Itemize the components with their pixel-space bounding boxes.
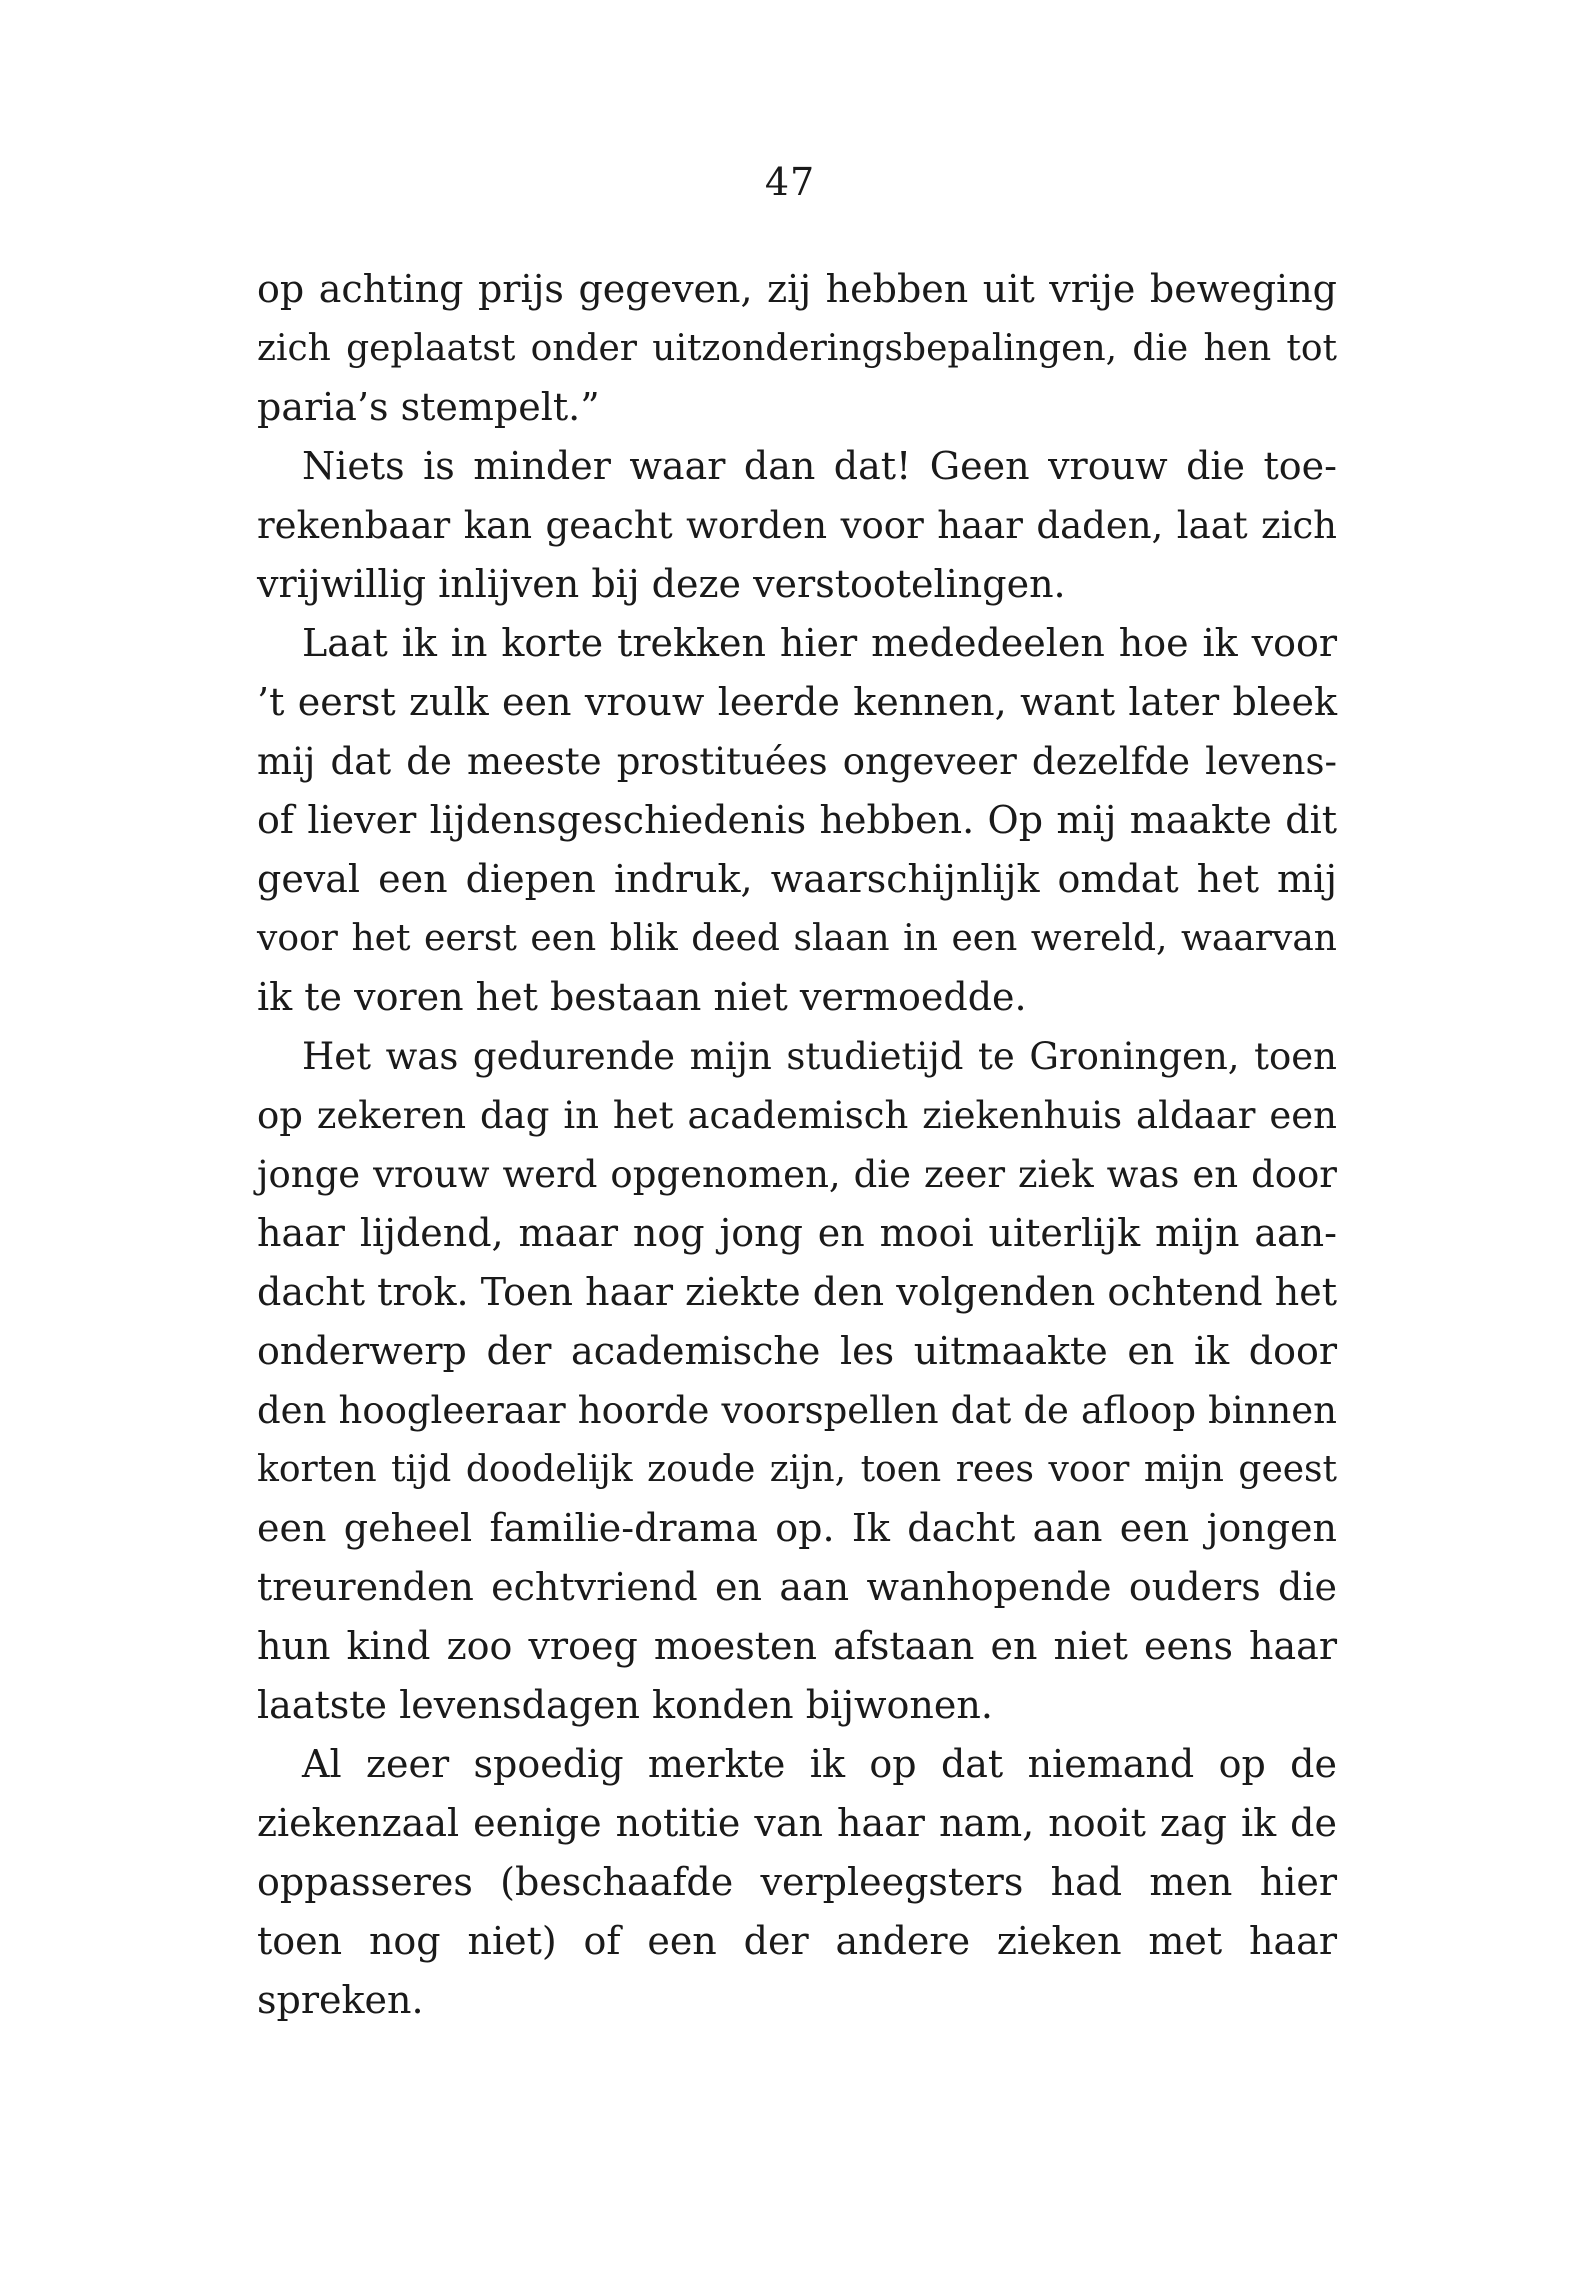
- text-line: paria’s stempelt.”: [257, 385, 600, 429]
- text-line: oppasseres (beschaafde verpleegsters had men hier: [257, 1860, 1337, 1904]
- text-line: voor het eerst een blik deed slaan in een wereld, waarvan: [257, 918, 1337, 959]
- text-line: ’t eerst zulk een vrouw leerde kennen, want later bleek: [257, 680, 1337, 724]
- text-line: den hoogleeraar hoorde voorspellen dat de afloop binnen: [257, 1389, 1337, 1432]
- page-number: 47: [764, 160, 816, 204]
- text-line: haar lijdend, maar nog jong en mooi uiterlijk mijn aan-: [257, 1211, 1337, 1255]
- text-line: of liever lijdensgeschiedenis hebben. Op mij maakte dit: [257, 798, 1337, 842]
- text-line: korten tijd doodelijk zoude zijn, toen rees voor mijn geest: [257, 1449, 1337, 1490]
- text-line: dacht trok. Toen haar ziekte den volgenden ochtend het: [257, 1270, 1337, 1314]
- text-line: Al zeer spoedig merkte ik op dat niemand op de: [302, 1742, 1337, 1786]
- text-line: treurenden echtvriend en aan wanhopende ouders die: [257, 1565, 1337, 1609]
- text-line: laatste levensdagen konden bijwonen.: [257, 1683, 993, 1727]
- text-line: hun kind zoo vroeg moesten afstaan en niet eens haar: [257, 1624, 1337, 1668]
- text-line: op achting prijs gegeven, zij hebben uit vrije beweging: [257, 267, 1337, 311]
- text-line: Niets is minder waar dan dat! Geen vrouw die toe-: [302, 444, 1337, 488]
- text-line: spreken.: [257, 1978, 424, 2022]
- text-line: een geheel familie-drama op. Ik dacht aan een jongen: [257, 1506, 1337, 1550]
- text-line: rekenbaar kan geacht worden voor haar daden, laat zich: [257, 504, 1337, 547]
- body-text: [257, 260, 1337, 2030]
- text-line: Het was gedurende mijn studietijd te Groningen, toen: [302, 1035, 1337, 1078]
- text-line: ziekenzaal eenige notitie van haar nam, nooit zag ik de: [257, 1801, 1337, 1845]
- text-line: toen nog niet) of een der andere zieken met haar: [257, 1919, 1337, 1963]
- text-line: op zekeren dag in het academisch ziekenhuis aldaar een: [257, 1094, 1337, 1137]
- text-line: vrijwillig inlijven bij deze verstootelingen.: [257, 562, 1066, 606]
- text-line: ik te voren het bestaan niet vermoedde.: [257, 975, 1027, 1019]
- text-line: geval een diepen indruk, waarschijnlijk omdat het mij: [257, 857, 1337, 901]
- text-line: Laat ik in korte trekken hier mededeelen hoe ik voor: [302, 621, 1337, 665]
- text-line: zich geplaatst onder uitzonderingsbepalingen, die hen tot: [257, 328, 1337, 369]
- text-line: jonge vrouw werd opgenomen, die zeer ziek was en door: [257, 1153, 1337, 1196]
- text-line: onderwerp der academische les uitmaakte en ik door: [257, 1329, 1337, 1373]
- text-line: mij dat de meeste prostituées ongeveer dezelfde levens-: [257, 740, 1337, 783]
